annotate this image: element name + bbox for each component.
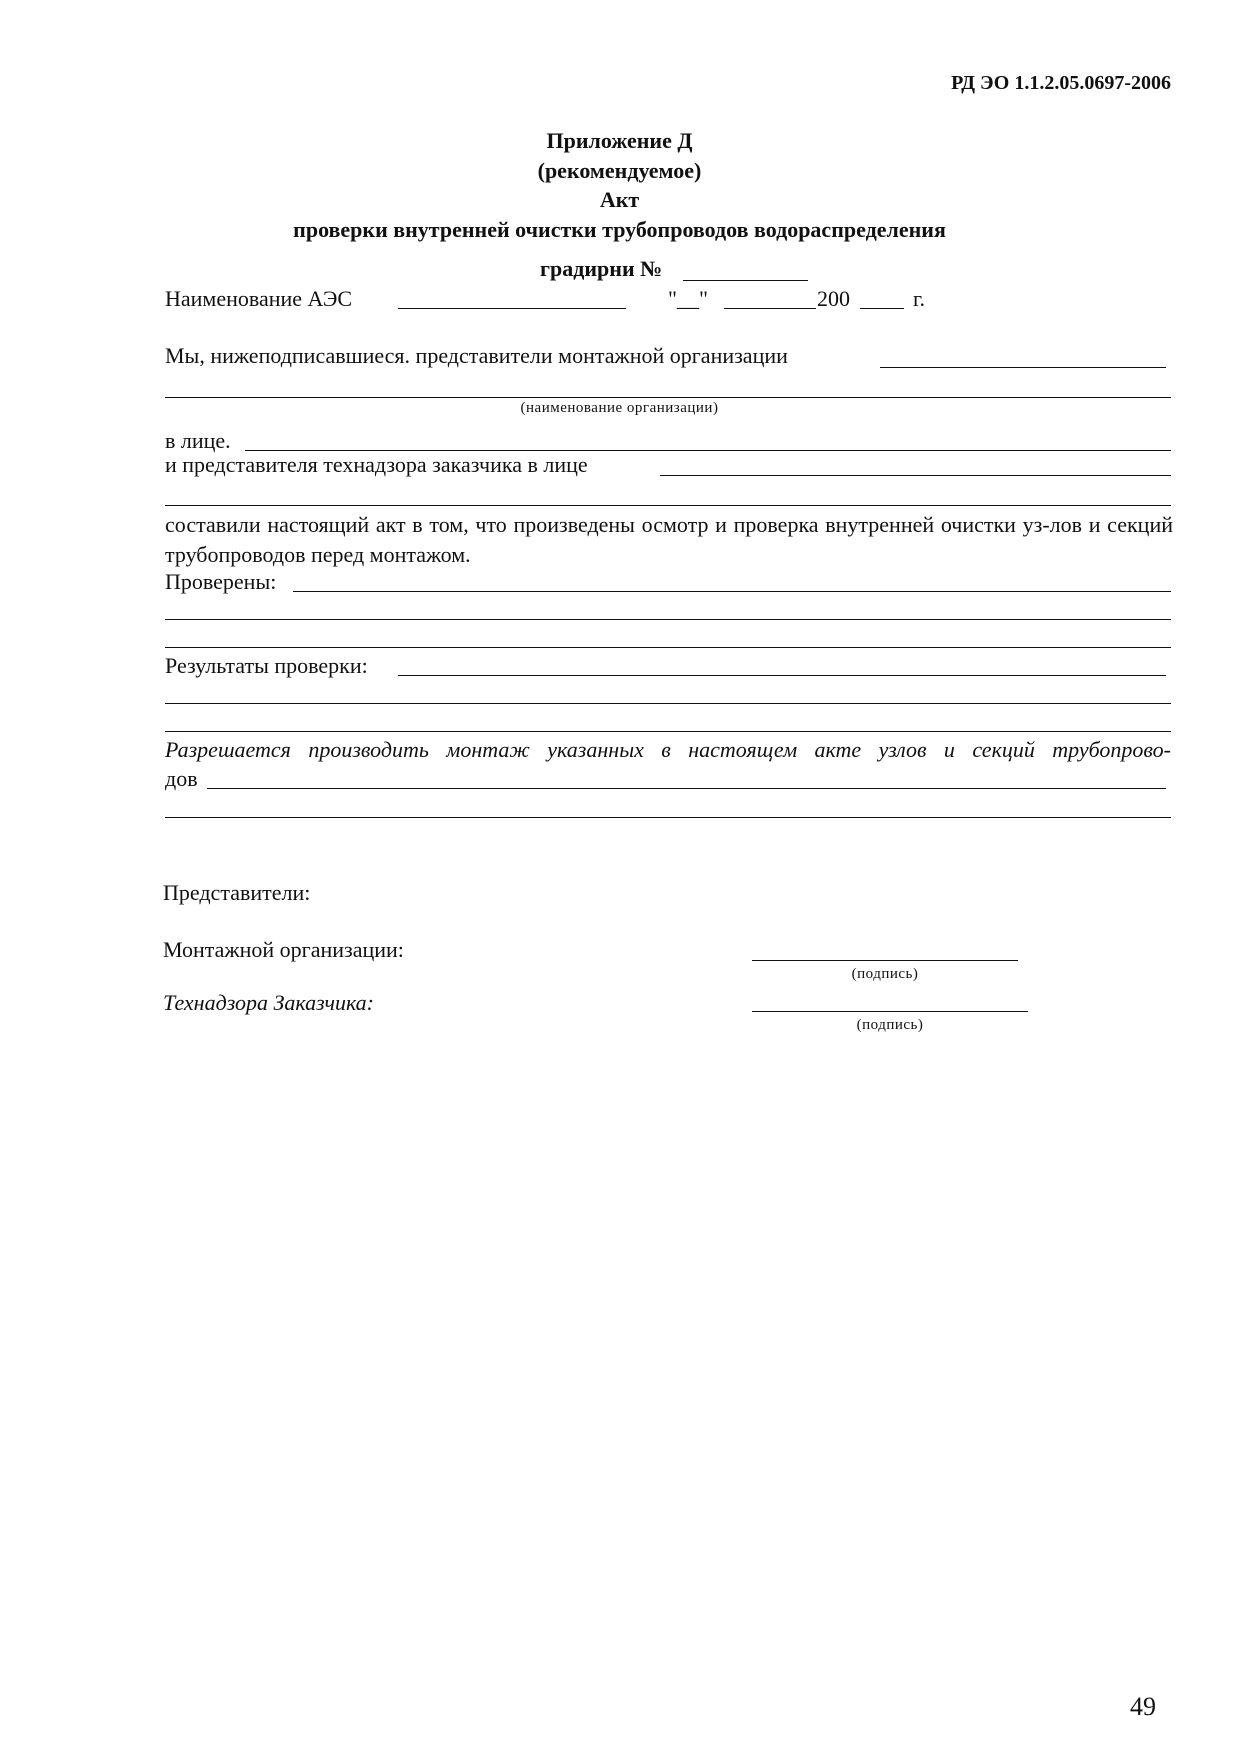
page-number: 49: [1130, 1692, 1156, 1721]
checked-field-line2[interactable]: [165, 619, 1171, 620]
permission-text-line2: дов: [165, 766, 198, 791]
year-suffix: г.: [913, 286, 926, 311]
customer-supervision-sign-label: Технадзора Заказчика:: [163, 990, 375, 1015]
checked-field-line3[interactable]: [165, 647, 1171, 648]
permission-text-line1: Разрешается производить монтаж указанных в настоящем акте узлов и секций трубопрово-: [165, 737, 1171, 762]
date-day-field[interactable]: "__": [668, 286, 708, 311]
act-statement: составили настоящий акт в том, что произведены осмотр и проверка внутренней очистки уз-лов и секций трубопроводов перед монтажом.: [165, 512, 1173, 567]
results-field-line3[interactable]: [165, 731, 1171, 732]
act-title: Акт: [599, 187, 640, 212]
year-field[interactable]: [860, 308, 904, 309]
npp-name-label: Наименование АЭС: [165, 286, 353, 311]
installation-org-sign-label: Монтажной организации:: [163, 937, 404, 962]
customer-supervision-field[interactable]: [660, 475, 1171, 476]
cooling-tower-label: градирни №: [540, 256, 663, 281]
customer-supervision-signature-field[interactable]: [752, 1011, 1028, 1012]
year-prefix: 200: [817, 286, 850, 311]
appendix-note: (рекомендуемое): [537, 158, 702, 183]
signature-caption-1: (подпись): [851, 966, 919, 982]
installation-org-signature-field[interactable]: [752, 960, 1018, 961]
undersigned-text: Мы, нижеподписавшиеся. представители монтажной организации: [165, 343, 788, 368]
npp-name-field[interactable]: [398, 308, 626, 309]
in-person-field[interactable]: [245, 450, 1171, 451]
signature-caption-2: (подпись): [856, 1017, 924, 1033]
representatives-label: Представители:: [163, 880, 311, 905]
document-code: РД ЭО 1.1.2.05.0697-2006: [951, 72, 1171, 94]
checked-field[interactable]: [293, 591, 1171, 592]
cooling-tower-number-field[interactable]: [683, 280, 808, 281]
customer-supervision-field-line2[interactable]: [165, 505, 1171, 506]
results-field[interactable]: [398, 675, 1166, 676]
customer-supervision-label: и представителя технадзора заказчика в лице: [165, 452, 588, 477]
results-label: Результаты проверки:: [165, 653, 368, 678]
act-subject: проверки внутренней очистки трубопроводов водораспределения: [293, 217, 946, 242]
in-person-label: в лице.: [165, 428, 231, 453]
installation-org-field-line2[interactable]: [165, 397, 1171, 398]
appendix-title: Приложение Д: [546, 128, 693, 153]
results-field-line2[interactable]: [165, 703, 1171, 704]
permission-field-line2[interactable]: [165, 817, 1171, 818]
installation-org-field[interactable]: [880, 367, 1166, 368]
checked-label: Проверены:: [165, 569, 277, 594]
permission-field[interactable]: [207, 788, 1166, 789]
org-name-caption: (наименование организации): [520, 400, 719, 416]
date-month-field[interactable]: [724, 308, 816, 309]
